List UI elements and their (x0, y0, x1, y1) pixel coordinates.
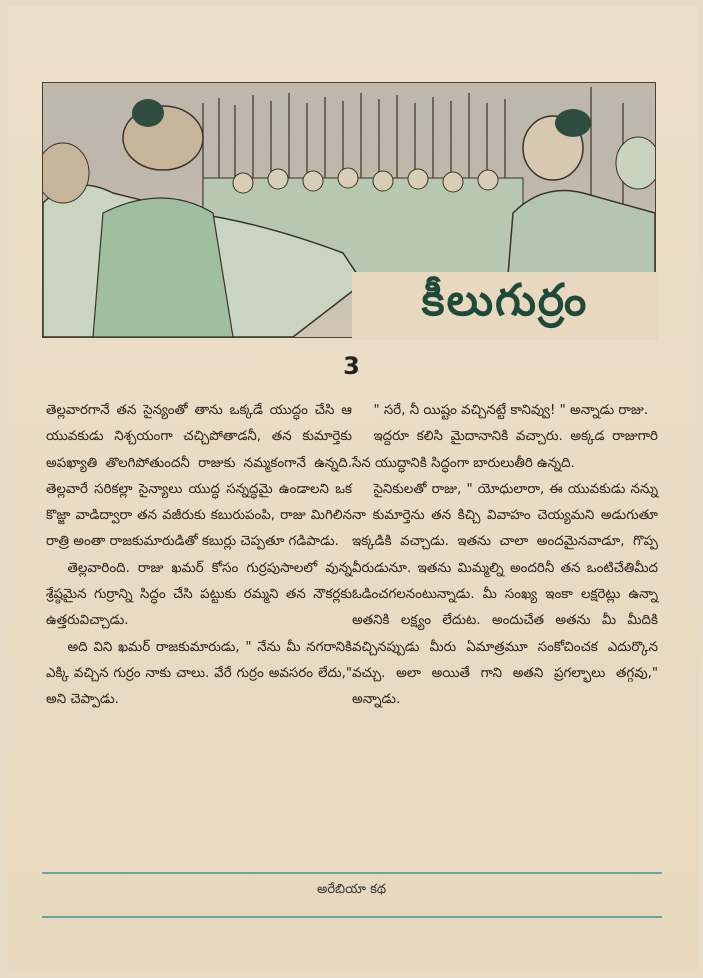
right-paragraph-1: " సరే, నీ యిష్టం వచ్చినట్టే కానివ్వు! " అన్నాడు రాజు. (373, 403, 649, 418)
footer-caption: అరేబియా కథ (316, 882, 387, 897)
right-column (352, 398, 658, 714)
left-paragraph-3: అది విని ఖమర్ రాజకుమారుడు, " నేను మీ నగరానికి ఎక్కి వచ్చిన గుర్రం నాకు చాలు. వేరే గుర్రం అవసరం లేదు," అని చెప్పాడు. (46, 639, 352, 708)
left-column (46, 398, 352, 714)
footer-rule-top (42, 872, 662, 874)
story-title-box (352, 272, 658, 340)
right-paragraph-2: ఇద్దరూ కలిసి మైదానానికి వచ్చారు. అక్కడ రాజుగారి సేన యుద్ధానికి సిద్ధంగా బారులుతీరి ఉన్నది. (352, 429, 658, 471)
left-paragraph-2: తెల్లవారింది. రాజు ఖమర్ కోసం గుర్రపుసాలలో వున్న శ్రేష్ఠమైన గుర్రాన్ని సిద్ధం చేసి పట్టుకు రమ్మని తన నౌకర్లకు ఉత్తరువిచ్చాడు. (46, 560, 352, 629)
footer-rule-bottom (42, 916, 662, 918)
story-title: కీలుగుర్రం (421, 275, 589, 326)
right-paragraph-3: సైనికులతో రాజు, " యోధులారా, ఈ యువకుడు నన్ను నా కుమార్తెను తన కిచ్చి వివాహం చెయ్యమని అడుగుతూ ఇక్కడికి వచ్చాడు. ఇతను చాలా అందమైనవాడూ, గొప్ప వీరుడునూ. ఇతను మిమ్మల్ని అందరినీ తన ఒంటిచేతిమీద ఓడించగలనంటున్నాడు. మీ సంఖ్య ఇంకా లక్షరెట్లు ఉన్నా అతనికి లక్ష్యం లేదుట. అందుచేత అతను మీ మీదికి వచ్చినప్పుడు మీరు ఏమాత్రమూ సంకోచించక ఎదుర్కొన వచ్చు. అలా అయితే గాని అతని ప్రగల్భాలు తగ్గవు," అన్నాడు. (352, 481, 658, 708)
left-paragraph-1: తెల్లవారగానే తన సైన్యంతో తాను ఒక్కడే యుద్ధం చేసి ఆ యువకుడు నిశ్చయంగా చచ్చిపోతాడనీ, తన కుమార్తెకు అపఖ్యాతి తొలగిపోతుందనీ రాజుకు నమ్మకంగానే ఉన్నది. తెల్లవారే సరికల్లా సైన్యాలు యుద్ధ సన్నద్ధమై ఉండాలని ఒక కొజ్జా వాడిద్వారా తన వజీరుకు కబురుపంపి, రాజు మిగిలిన రాత్రి అంతా రాజకుమారుడితో కబుర్లు చెప్పతూ గడిపాడు. (46, 403, 352, 550)
part-number: 3 (343, 352, 360, 380)
